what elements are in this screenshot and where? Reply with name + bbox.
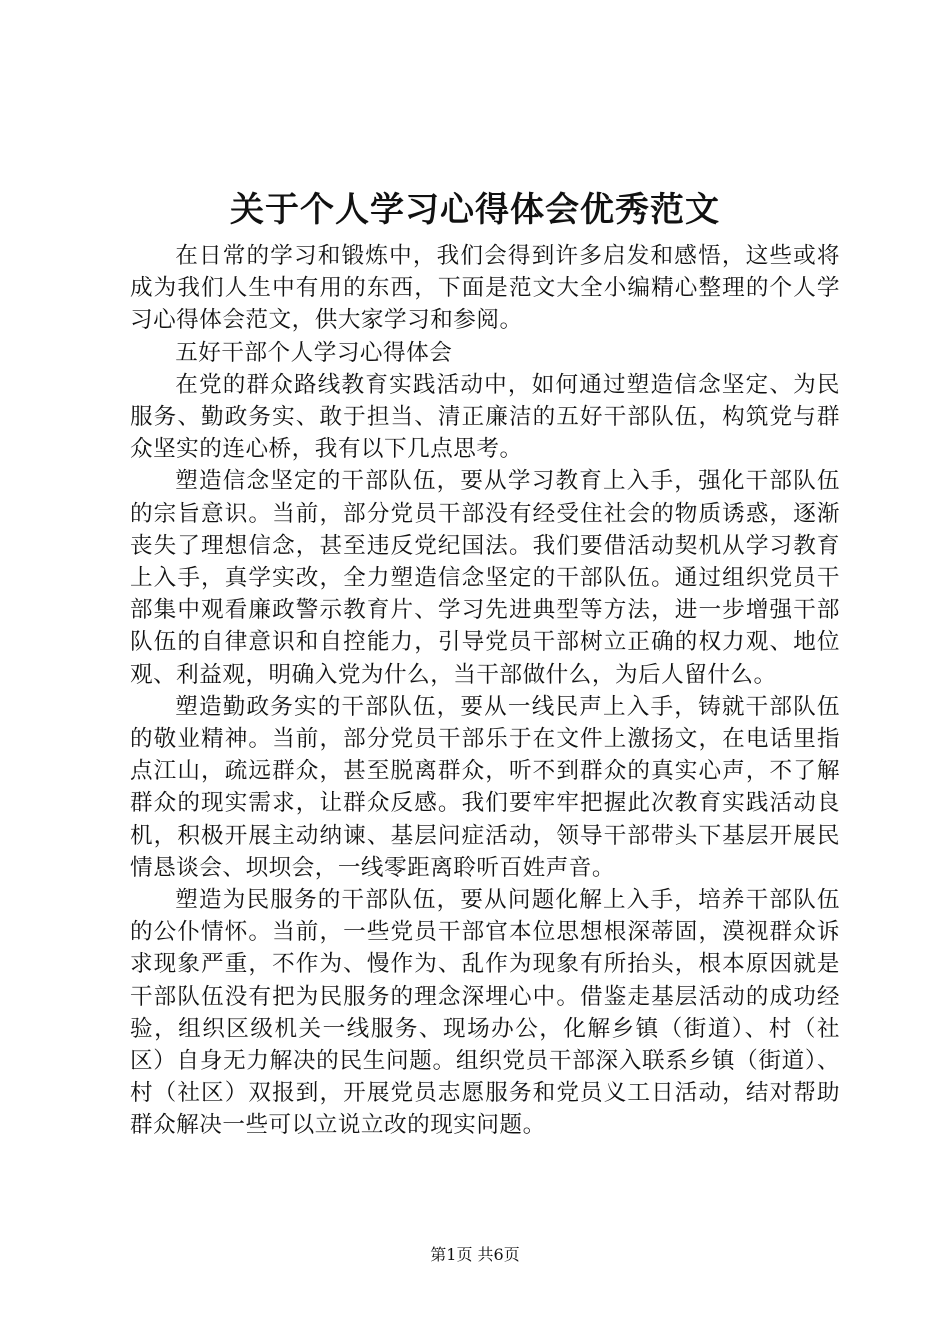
body-paragraph: 在党的群众路线教育实践活动中，如何通过塑造信念坚定、为民服务、勤政务实、敢于担当、清正廉洁的五好干部队伍，构筑党与群众坚实的连心桥，我有以下几点思考。 bbox=[130, 371, 840, 463]
body-paragraph: 塑造为民服务的干部队伍，要从问题化解上入手，培养干部队伍的公仆情怀。当前，一些党员干部官本位思想根深蒂固，漠视群众诉求现象严重，不作为、慢作为、乱作为现象有所抬头，根本原因就是干部队伍没有把为民服务的理念深埋心中。借鉴走基层活动的成功经验，组织区级机关一线服务、现场办公，化解乡镇（街道）、村（社区）自身无力解决的民生问题。组织党员干部深入联系乡镇（街道）、村（社区）双报到，开展党员志愿服务和党员义工日活动，结对帮助群众解决一些可以立说立改的现实问题。 bbox=[130, 887, 840, 1139]
intro-paragraph: 在日常的学习和锻炼中，我们会得到许多启发和感悟，这些或将成为我们人生中有用的东西，下面是范文大全小编精心整理的个人学习心得体会范文，供大家学习和参阅。 bbox=[130, 243, 840, 334]
document-body bbox=[130, 240, 840, 1142]
body-paragraph: 塑造信念坚定的干部队伍，要从学习教育上入手，强化干部队伍的宗旨意识。当前，部分党员干部没有经受住社会的物质诱惑，逐渐丧失了理想信念，甚至违反党纪国法。我们要借活动契机从学习教育上入手，真学实改，全力塑造信念坚定的干部队伍。通过组织党员干部集中观看廉政警示教育片、学习先进典型等方法，进一步增强干部队伍的自律意识和自控能力，引导党员干部树立正确的权力观、地位观、利益观，明确入党为什么，当干部做什么，为后人留什么。 bbox=[130, 468, 840, 688]
body-paragraph: 塑造勤政务实的干部队伍，要从一线民声上入手，铸就干部队伍的敬业精神。当前，部分党员干部乐于在文件上激扬文，在电话里指点江山，疏远群众，甚至脱离群众，听不到群众的真实心声，不了解群众的现实需求，让群众反感。我们要牢牢把握此次教育实践活动良机，积极开展主动纳谏、基层问症活动，领导干部带头下基层开展民情恳谈会、坝坝会，一线零距离聆听百姓声音。 bbox=[130, 693, 840, 881]
document-title: 关于个人学习心得体会优秀范文 bbox=[230, 190, 720, 230]
section-heading: 五好干部个人学习心得体会 bbox=[175, 339, 453, 366]
page-number-footer: 第1页 共6页 bbox=[430, 1245, 520, 1264]
